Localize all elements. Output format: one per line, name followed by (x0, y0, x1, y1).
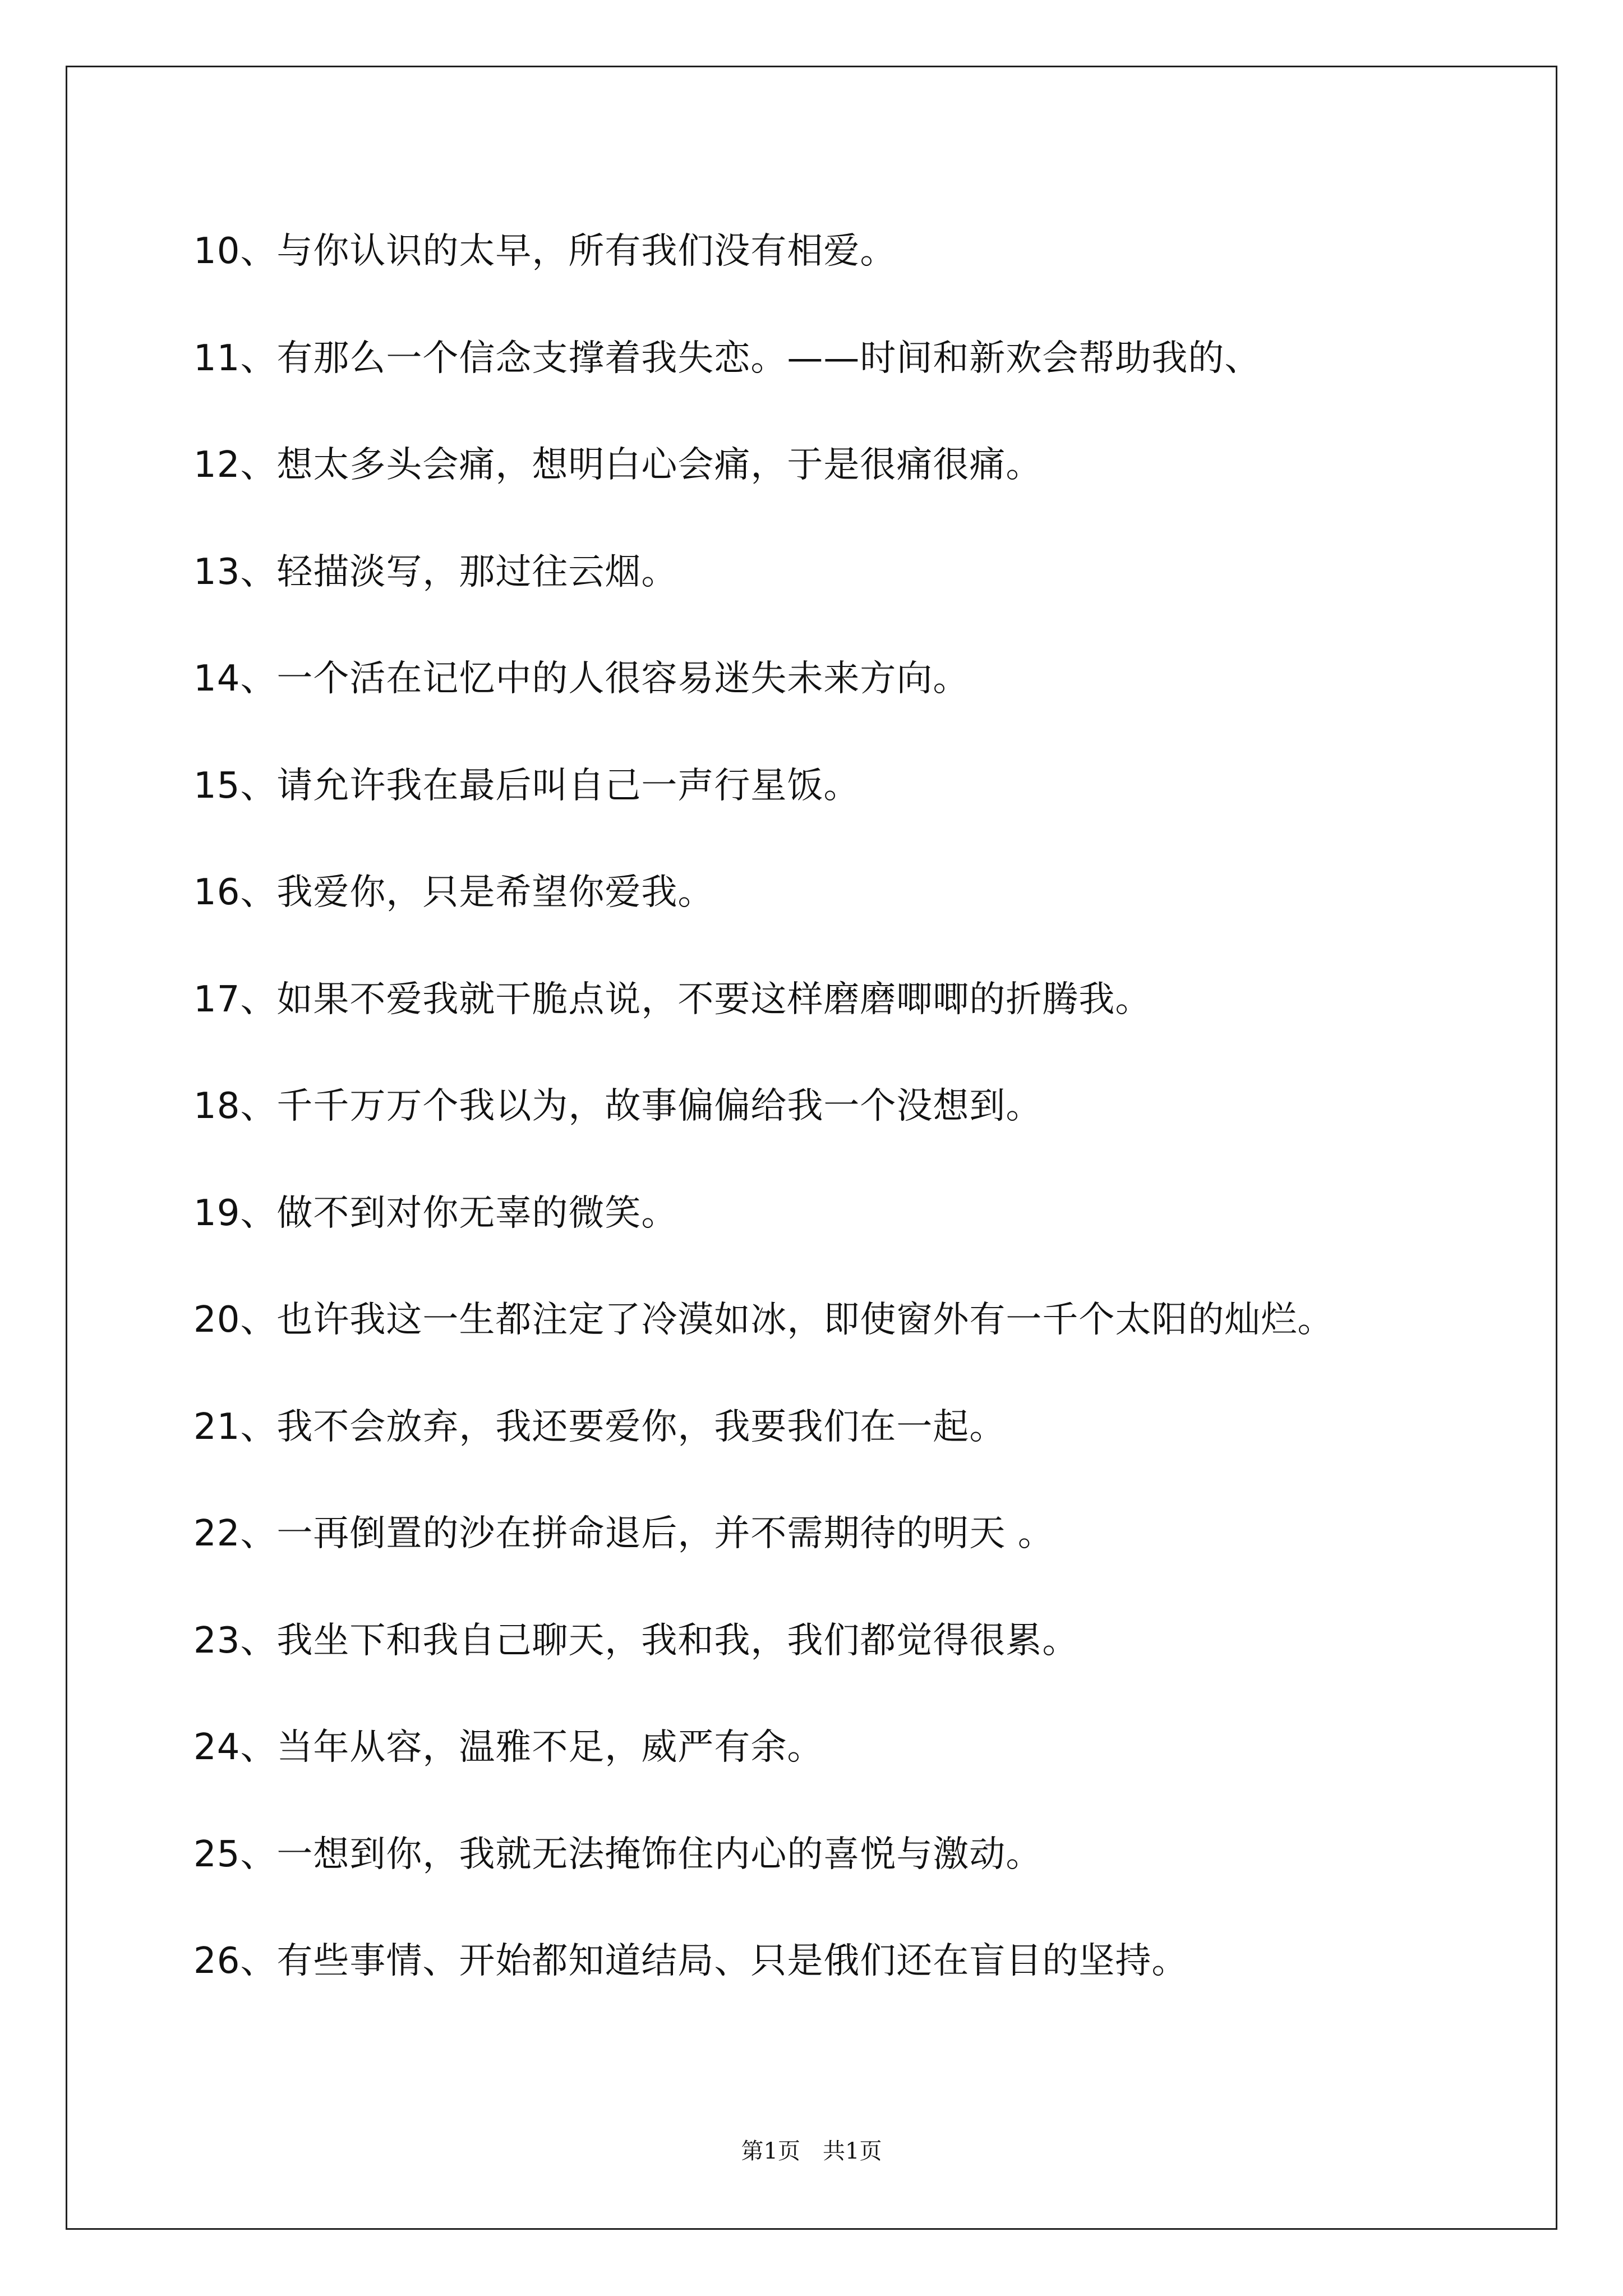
list-item: 15、请允许我在最后叫自己一声行星饭。 (193, 765, 860, 807)
list-item: 24、当年从容，温雅不足，威严有余。 (193, 1727, 824, 1768)
list-item: 14、一个活在记忆中的人很容易迷失未来方向。 (193, 658, 970, 700)
quote-list (193, 223, 1334, 2040)
list-item: 16、我爱你，只是希望你爱我。 (193, 872, 714, 913)
list-item: 13、轻描淡写，那过往云烟。 (193, 551, 678, 593)
list-item: 18、千千万万个我以为，故事偏偏给我一个没想到。 (193, 1085, 1043, 1127)
page-footer (0, 2134, 1623, 2168)
page-total: 共1页 (823, 2138, 882, 2164)
list-item: 10、与你认识的太早，所有我们没有相爱。 (193, 231, 897, 272)
list-item: 26、有些事情、开始都知道结局、只是俄们还在盲目的坚持。 (193, 1940, 1188, 1982)
list-item: 11、有那么一个信念支撑着我失恋。——时间和新欢会帮助我的、 (193, 337, 1261, 379)
list-item: 21、我不会放弃，我还要爱你，我要我们在一起。 (193, 1406, 1006, 1448)
list-item: 25、一想到你，我就无法掩饰住内心的喜悦与激动。 (193, 1833, 1043, 1875)
page-number: 第1页 (741, 2138, 800, 2164)
list-item: 19、做不到对你无辜的微笑。 (193, 1192, 678, 1234)
list-item: 17、如果不爱我就干脆点说，不要这样磨磨唧唧的折腾我。 (193, 978, 1152, 1020)
list-item: 23、我坐下和我自己聊天，我和我，我们都觉得很累。 (193, 1619, 1079, 1662)
list-item: 12、想太多头会痛，想明白心会痛，于是很痛很痛。 (193, 444, 1043, 486)
list-item: 22、一再倒置的沙在拼命退后，并不需期待的明天 。 (193, 1513, 1054, 1554)
list-item: 20、也许我这一生都注定了冷漠如冰，即使窗外有一千个太阳的灿烂。 (193, 1299, 1334, 1341)
